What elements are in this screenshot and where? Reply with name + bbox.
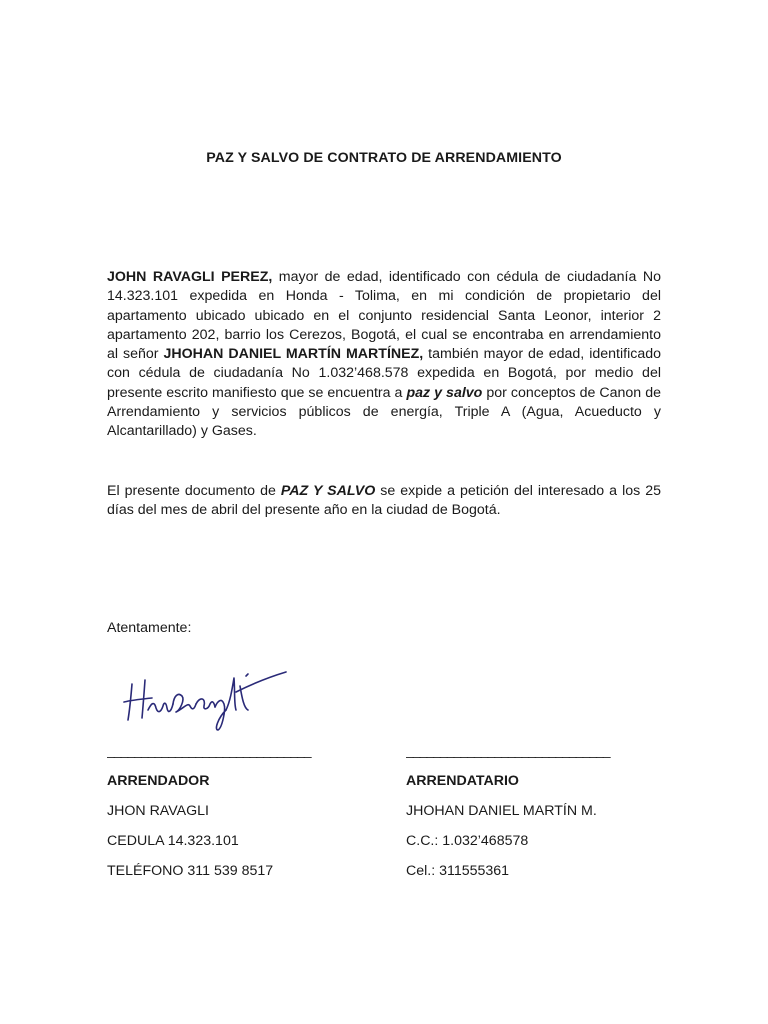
declaration-text-1: mayor de edad, identificado con cédula de ciudadanía No 14.323.101 expedida en Honda - Tolima, en mi condición de propietario del apartamento ubicado ubicado en el conjunto residencial Santa Leonor, interior 2 apartamento 202, barrio los Cerezos, Bogotá, el cual se encontraba en arrendamiento al señor xyxy=(107,269,661,363)
tenant-phone: Cel.: 311555361 xyxy=(406,863,510,879)
tenant-signature-block xyxy=(406,742,666,881)
declaration-text-2: también mayor de edad, identificado con cédula de ciudadanía No 1.032’468.578 expedida en Bogotá, por medio del presente escrito manifiesto que se encuentra a xyxy=(107,346,661,401)
landlord-role: ARRENDADOR xyxy=(107,773,210,789)
landlord-phone: TELÉFONO 311 539 8517 xyxy=(107,863,274,879)
tenant-name-inline: JHOHAN DANIEL MARTÍN MARTÍNEZ, xyxy=(163,346,424,363)
tenant-role: ARRENDATARIO xyxy=(406,773,519,789)
handwritten-signature xyxy=(118,652,298,732)
landlord-signature-block xyxy=(107,742,367,881)
paz-y-salvo-emphasis: paz y salvo xyxy=(406,384,483,401)
landlord-name: JHON RAVAGLI xyxy=(107,803,209,819)
issuance-text-1: El presente documento de xyxy=(107,483,281,499)
closing-salutation: Atentamente: xyxy=(107,620,192,636)
issuance-text-2: se expide a petición del interesado a los 25 días del mes de abril del presente año en la ciudad de Bogotá. xyxy=(107,483,662,519)
paragraph-declaration xyxy=(107,268,661,442)
landlord-name-inline: JOHN RAVAGLI PEREZ, xyxy=(107,269,273,285)
landlord-id: CEDULA 14.323.101 xyxy=(107,833,239,849)
tenant-id: C.C.: 1.032’468578 xyxy=(406,833,529,849)
landlord-signature-line: ______________________________ xyxy=(107,742,311,758)
document-title: PAZ Y SALVO DE CONTRATO DE ARRENDAMIENTO xyxy=(206,150,562,166)
paz-y-salvo-caps-emphasis: PAZ Y SALVO xyxy=(280,483,376,499)
tenant-name: JHOHAN DANIEL MARTÍN M. xyxy=(406,803,597,819)
paragraph-issuance xyxy=(107,482,661,521)
declaration-text-3: por conceptos de Canon de Arrendamiento y servicios públicos de energía, Triple A (Agua, Acueducto y Alcantarillado) y Gases. xyxy=(107,384,661,440)
tenant-signature-line: ______________________________ xyxy=(406,742,610,758)
